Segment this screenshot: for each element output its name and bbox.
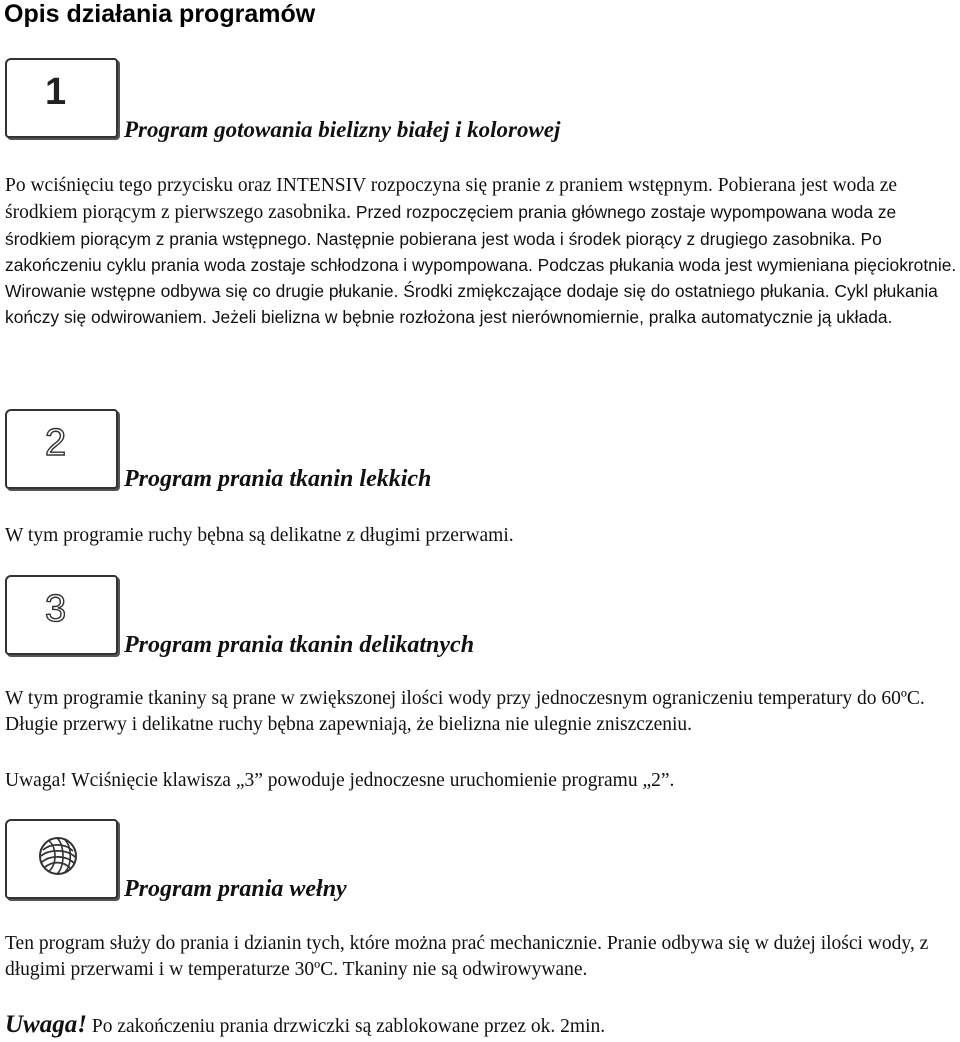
program-1-heading: Program gotowania bielizny białej i kolorowej	[124, 117, 561, 142]
program-1-key-label: 1	[45, 71, 67, 113]
program-1-description-part1: Po wciśnięciu tego przycisku oraz INTENSIV rozpoczyna się pranie z praniem wstępnym. Pobierana jest woda ze środkiem piorącym z pierwszego zasobnika.	[5, 175, 898, 223]
program-1-key[interactable]	[5, 58, 118, 138]
program-wool-key[interactable]	[5, 819, 118, 899]
program-3-heading: Program prania tkanin delikatnych	[124, 632, 475, 658]
program-wool-heading: Program prania wełny	[124, 876, 347, 902]
program-1-description	[5, 172, 957, 330]
program-1-description-part2: Przed rozpoczęciem prania głównego zostaje wypompowana woda ze środkiem piorącym z prania wstępnego. Następnie pobierana jest woda i środek piorący z drugiego zasobnika. Po zakończeniu cyklu prania woda zostaje schłodzona i wypompowana. Podczas płukania woda jest wymieniana pięciokrotnie. Wirowanie wstępne odbywa się co drugie płukanie. Środki zmiękczające dodaje się do ostatniego płukania. Cykl płukania kończy się odwirowaniem. Jeżeli bielizna w bębnie rozłożona jest nierównomiernie, pralka automatycznie ją układa.	[5, 202, 957, 327]
program-3-note: Uwaga! Wciśnięcie klawisza „3” powoduje jednoczesne uruchomienie programu „2”.	[5, 770, 675, 791]
final-note-text: Po zakończeniu prania drzwiczki są zablokowane przez ok. 2min.	[86, 1016, 606, 1037]
page-title: Opis działania programów	[4, 0, 316, 28]
program-3-key[interactable]	[5, 575, 118, 655]
program-2-heading: Program prania tkanin lekkich	[124, 466, 432, 492]
program-2-key[interactable]	[5, 409, 118, 489]
program-3-key-label: 3	[45, 588, 67, 630]
program-2-key-label: 2	[45, 422, 67, 464]
wool-yarn-icon	[35, 833, 81, 879]
final-note	[5, 1010, 605, 1042]
program-3-description: W tym programie tkaniny są prane w zwiększonej ilości wody przy jednoczesnym ograniczeniu temperatury do 60ºC. Długie przerwy i delikatne ruchy bębna zapewniają, że bielizna nie ulegnie zniszczeniu.	[5, 688, 925, 735]
program-2-description: W tym programie ruchy bębna są delikatne z długimi przerwami.	[5, 525, 514, 546]
program-wool-description: Ten program służy do prania i dzianin tych, które można prać mechanicznie. Pranie odbywa się w dużej ilości wody, z długimi przerwami i w temperaturze 30ºC. Tkaniny nie są odwirowywane.	[5, 933, 929, 980]
final-note-label: Uwaga!	[5, 1011, 87, 1038]
